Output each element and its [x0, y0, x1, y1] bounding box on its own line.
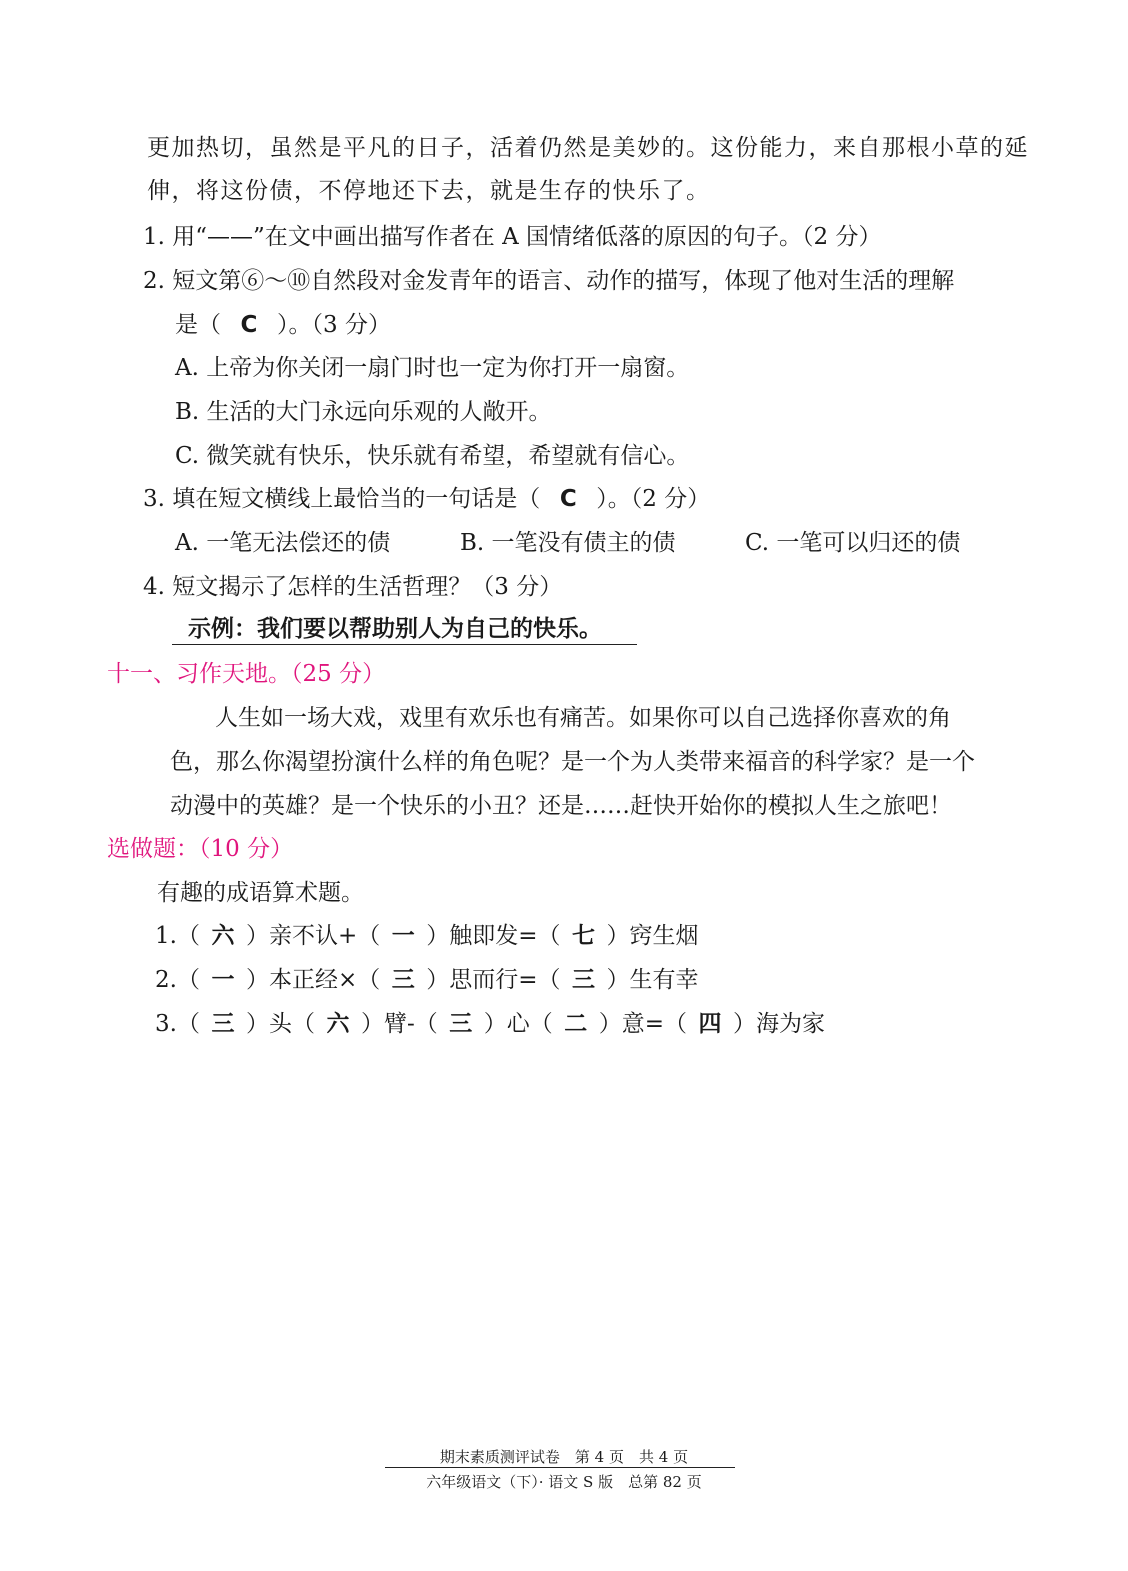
idiom-answer: 三 — [449, 1011, 473, 1037]
idiom-row — [155, 1009, 825, 1039]
idiom-answer: 三 — [391, 967, 415, 993]
idiom-text: 窍生烟 — [629, 923, 699, 949]
paren-close: ） — [426, 967, 450, 993]
idiom-answer: 三 — [572, 967, 596, 993]
section-11-heading — [107, 659, 385, 689]
idiom-answer: 四 — [698, 1011, 722, 1037]
question-1: 1. 用“——”在文中画出描写作者在 A 国情绪低落的原因的句子。（2 分） — [143, 224, 882, 250]
question-3-prefix: 3. 填在短文横线上最恰当的一句话是（ — [143, 486, 541, 512]
paren-close: ） — [360, 1011, 384, 1037]
question-2-option-c: C. 微笑就有快乐，快乐就有希望，希望就有信心。 — [175, 443, 690, 469]
idiom-text: 海为家 — [756, 1011, 826, 1037]
paren-open: （ — [537, 923, 561, 949]
section-11-score: （25 分） — [291, 661, 386, 687]
question-3-option-c: C. 一笔可以归还的债 — [745, 530, 961, 556]
idiom-text: 臂- — [383, 1011, 415, 1037]
idiom-text: 头 — [268, 1011, 292, 1037]
question-2-option-b: B. 生活的大门永远向乐观的人敞开。 — [175, 399, 552, 425]
paren-open: （ — [291, 1011, 315, 1037]
question-3-stem — [143, 484, 710, 514]
footer-divider — [385, 1467, 735, 1468]
paren-close: ） — [245, 923, 269, 949]
question-3-option-a: A. 一笔无法偿还的债 — [175, 530, 391, 556]
paren-close: ） — [426, 923, 450, 949]
idiom-answer: 三 — [211, 1011, 235, 1037]
idiom-text: 亲不认+ — [268, 923, 358, 949]
paren-close: ） — [733, 1011, 757, 1037]
question-4-answer-line — [172, 614, 637, 645]
idiom-text: 意= — [621, 1011, 665, 1037]
section-11-paragraph-line: 动漫中的英雄？是一个快乐的小丑？还是……赶快开始你的模拟人生之旅吧！ — [170, 793, 952, 819]
paren-close: ） — [598, 1011, 622, 1037]
idiom-text: 触即发= — [449, 923, 538, 949]
section-11-paragraph-line: 人生如一场大戏，戏里有欢乐也有痛苦。如果你可以自己选择你喜欢的角 — [215, 705, 951, 731]
paren-close: ） — [606, 967, 630, 993]
idiom-text: 生有幸 — [629, 967, 699, 993]
optional-intro: 有趣的成语算术题。 — [157, 880, 364, 906]
paren-open: （ — [537, 967, 561, 993]
question-3-answer: C — [559, 486, 577, 512]
paren-open: （ — [176, 923, 200, 949]
paren-close: ） — [245, 967, 269, 993]
idiom-answer: 六 — [211, 923, 235, 949]
idiom-text: 心 — [506, 1011, 530, 1037]
paren-open: （ — [176, 967, 200, 993]
footer-page-info: 期末素质测评试卷 第 4 页 共 4 页 — [439, 1448, 689, 1466]
paren-close: ） — [606, 923, 630, 949]
paren-open: （ — [357, 923, 381, 949]
idiom-answer: 一 — [391, 923, 415, 949]
idiom-row-number: 1. — [155, 923, 177, 949]
question-3-suffix: ）。（2 分） — [596, 486, 711, 512]
paren-open: （ — [414, 1011, 438, 1037]
optional-heading — [107, 834, 293, 864]
passage-line: 更加热切，虽然是平凡的日子，活着仍然是美妙的。这份能力，来自那根小草的延 — [147, 135, 1029, 161]
idiom-answer: 二 — [564, 1011, 588, 1037]
section-11-paragraph-line: 色，那么你渴望扮演什么样的角色呢？是一个为人类带来福音的科学家？是一个 — [170, 749, 975, 775]
question-2-answer: C — [240, 312, 258, 338]
idiom-answer: 一 — [211, 967, 235, 993]
paren-close: ） — [483, 1011, 507, 1037]
question-2: 2. 短文第⑥～⑩自然段对金发青年的语言、动作的描写，体现了他对生活的理解 — [143, 268, 955, 294]
idiom-text: 思而行= — [449, 967, 538, 993]
idiom-row — [155, 921, 699, 951]
question-3-option-b: B. 一笔没有债主的债 — [460, 530, 676, 556]
footer-edition-info: 六年级语文（下）· 语文 S 版 总第 82 页 — [426, 1473, 702, 1491]
idiom-row — [155, 965, 699, 995]
idiom-text: 本正经× — [268, 967, 358, 993]
idiom-row-number: 2. — [155, 967, 177, 993]
question-4: 4. 短文揭示了怎样的生活哲理？（3 分） — [143, 574, 563, 600]
passage-line: 伸，将这份债，不停地还下去，就是生存的快乐了。 — [147, 178, 711, 204]
question-2-stem — [175, 310, 391, 340]
idiom-row-number: 3. — [155, 1011, 177, 1037]
paren-open: （ — [357, 967, 381, 993]
optional-title: 选做题： — [107, 836, 199, 862]
section-11-title: 十一、习作天地。 — [107, 661, 291, 687]
idiom-answer: 七 — [572, 923, 596, 949]
paren-close: ） — [245, 1011, 269, 1037]
paren-open: （ — [529, 1011, 553, 1037]
optional-score: （10 分） — [199, 836, 294, 862]
question-2-option-a: A. 上帝为你关闭一扇门时也一定为你打开一扇窗。 — [175, 355, 690, 381]
paren-open: （ — [664, 1011, 688, 1037]
question-2-prefix: 是（ — [175, 312, 221, 338]
question-2-suffix: ）。（3 分） — [277, 312, 391, 338]
question-4-answer: 示例：我们要以帮助别人为自己的快乐。 — [188, 616, 602, 642]
idiom-answer: 六 — [326, 1011, 350, 1037]
paren-open: （ — [176, 1011, 200, 1037]
